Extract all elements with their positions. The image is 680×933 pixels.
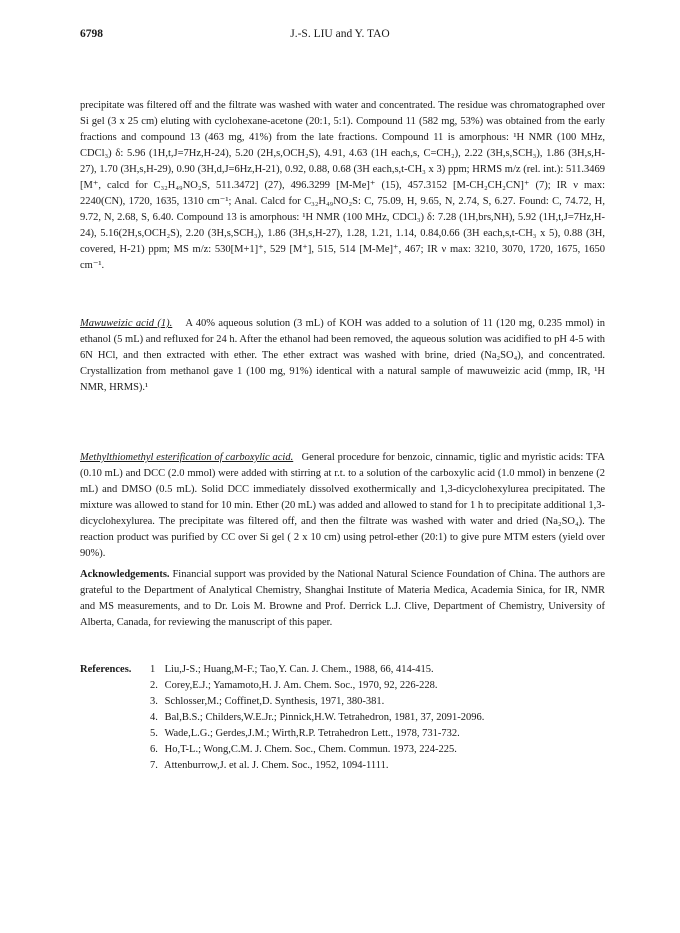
reference-item <box>150 726 484 742</box>
mtm-esterification-paragraph <box>80 450 605 562</box>
mawuweizic-acid-paragraph <box>80 316 605 396</box>
reference-number: 1 <box>150 664 156 675</box>
reference-number: 6. <box>150 744 158 755</box>
reference-text: Bal,B.S.; Childers,W.E.Jr.; Pinnick,H.W. Tetrahedron, 1981, 37, 2091-2096. <box>164 712 485 723</box>
experimental-paragraph: precipitate was filtered off and the filtrate was washed with water and concentrated. The residue was chromatographed over Si gel (3 x 25 cm) eluting with cyclohexane-acetone (20:1, 5:1). Compound 11 (582 mg, 53%) was obtained from the early fractions and compound 13 (463 mg, 41%) from the late fractions. Compound 11 is amorphous: ¹H NMR (100 MHz, CDCl₃) δ: 5.96 (1H,t,J=7Hz,H-24), 5.20 (2H,s,OCH₂S), 4.91, 4.63 (1H each,s, C=CH₂), 2.22 (3H,s,SCH₃), 1.86 (3H,s,H-27), 1.70 (3H,s,H-29), 0.90 (3H,d,J=6Hz,H-21), 0.92, 0.88, 0.68 (3H each,s,t-CH₃ x 3) ppm; HRMS m/z (rel. int.): 511.3469 [M⁺, calcd for C₃₂H₄₉NO₂S, 511.3472] (27), 496.3299 [M-Me]⁺ (15), 457.3152 [M-CH₂CH₂CN]⁺ (7); IR ν max: 2240(CN), 1720, 1635, 1310 cm⁻¹; Anal. Calcd for C₃₂H₄₉NO₂S: C, 75.09, H, 9.65, N, 2.74, S, 6.27. Found: C, 74.72, H, 9.72, N, 2.68, S, 6.40. Compound 13 is amorphous: ¹H NMR (100 MHz, CDCl₃) δ: 7.28 (1H,brs,NH), 5.92 (1H,t,J=7Hz,H-24), 5.16(2H,s,OCH₂S), 2.20 (3H,s,SCH₃), 1.86 (3H,s,H-27), 1.28, 1.21, 1.14, 0.84,0.66 (3H each,s,t-CH₃ x 5), 0.88 (3H, covered, H-21) ppm; MS m/z: 530[M+1]⁺, 529 [M⁺], 515, 514 [M-Me]⁺, 467; IR ν max: 3210, 3070, 1720, 1675, 1650 cm⁻¹. <box>80 100 605 271</box>
reference-item <box>150 710 484 726</box>
acknowledgements-heading: Acknowledgements. <box>80 569 170 580</box>
reference-text: Ho,T-L.; Wong,C.M. J. Chem. Soc., Chem. Commun. 1973, 224-225. <box>164 744 457 755</box>
reference-text: Liu,J-S.; Huang,M-F.; Tao,Y. Can. J. Chem., 1988, 66, 414-415. <box>164 664 434 675</box>
acknowledgements-text: Financial support was provided by the National Natural Science Foundation of China. The authors are grateful to the Department of Analytical Chemistry, Shanghai Institute of Materia Medica, Academia Sinica, for IR, NMR and MS measurements, and to Dr. Lois M. Browne and Prof. Derrick L.J. Clive, Department of Chemistry, University of Alberta, Canada, for reviewing the manuscript of this paper. <box>80 569 606 628</box>
mawuweizic-acid-text: A 40% aqueous solution (3 mL) of KOH was added to a solution of 11 (120 mg, 0.235 mmol) in ethanol (5 mL) and refluxed for 24 h. After the ethanol had been removed, the aqueous solution was acidified to pH 4-5 with 6N HCl, and then extracted with ether. The ether extract was washed with brine, dried (Na₂SO₄), and concentrated. Crystallization from methanol gave 1 (100 mg, 91%) identical with a natural sample of mawuweizic acid (mmp, IR, ¹H NMR, HRMS).¹ <box>80 318 605 393</box>
reference-text: Corey,E.J.; Yamamoto,H. J. Am. Chem. Soc., 1970, 92, 226-228. <box>164 680 438 691</box>
reference-item <box>150 678 484 694</box>
mawuweizic-acid-heading: Mawuweizic acid (1). <box>80 318 173 329</box>
reference-number: 4. <box>150 712 158 723</box>
reference-item <box>150 694 484 710</box>
reference-text: Schlosser,M.; Coffinet,D. Synthesis, 1971, 380-381. <box>164 696 385 707</box>
running-head: J.-S. LIU and Y. TAO <box>290 28 390 40</box>
page-header <box>80 28 600 46</box>
reference-text: Wade,L.G.; Gerdes,J.M.; Wirth,R.P. Tetrahedron Lett., 1978, 731-732. <box>164 728 460 739</box>
reference-item <box>150 742 484 758</box>
page-number: 6798 <box>80 28 103 40</box>
reference-number: 5. <box>150 728 158 739</box>
reference-list <box>150 662 484 774</box>
mtm-esterification-heading: Methylthiomethyl esterification of carboxylic acid. <box>80 452 294 463</box>
reference-text: Attenburrow,J. et al. J. Chem. Soc., 1952, 1094-1111. <box>164 760 389 771</box>
reference-item <box>150 758 484 774</box>
reference-number: 7. <box>150 760 158 771</box>
reference-item <box>150 662 484 678</box>
mtm-esterification-text: General procedure for benzoic, cinnamic, tiglic and myristic acids: TFA (0.10 mL) and DCC (2.0 mmol) were added with stirring at r.t. to a solution of the carboxylic acid (1.0 mmol) in benzene (2 mL) and DMSO (0.5 mL). Solid DCC immediately dissolved exothermically and 1,3-dicyclohexylurea precipitated. The mixture was allowed to stand for 10 min. Ether (20 mL) was added and allowed to stand for 1 h to precipitate additional 1,3-dicyclohexylurea. The precipitate was filtered off, and then the filtrate was washed with water and dried (Na₂SO₄). The reaction product was purified by CC over Si gel ( 2 x 10 cm) using petrol-ether (20:1) to give pure MTM esters (yield over 90%). <box>80 452 605 559</box>
reference-number: 3. <box>150 696 158 707</box>
acknowledgements-paragraph <box>80 567 605 631</box>
reference-number: 2. <box>150 680 158 691</box>
references-heading: References. <box>80 664 132 675</box>
